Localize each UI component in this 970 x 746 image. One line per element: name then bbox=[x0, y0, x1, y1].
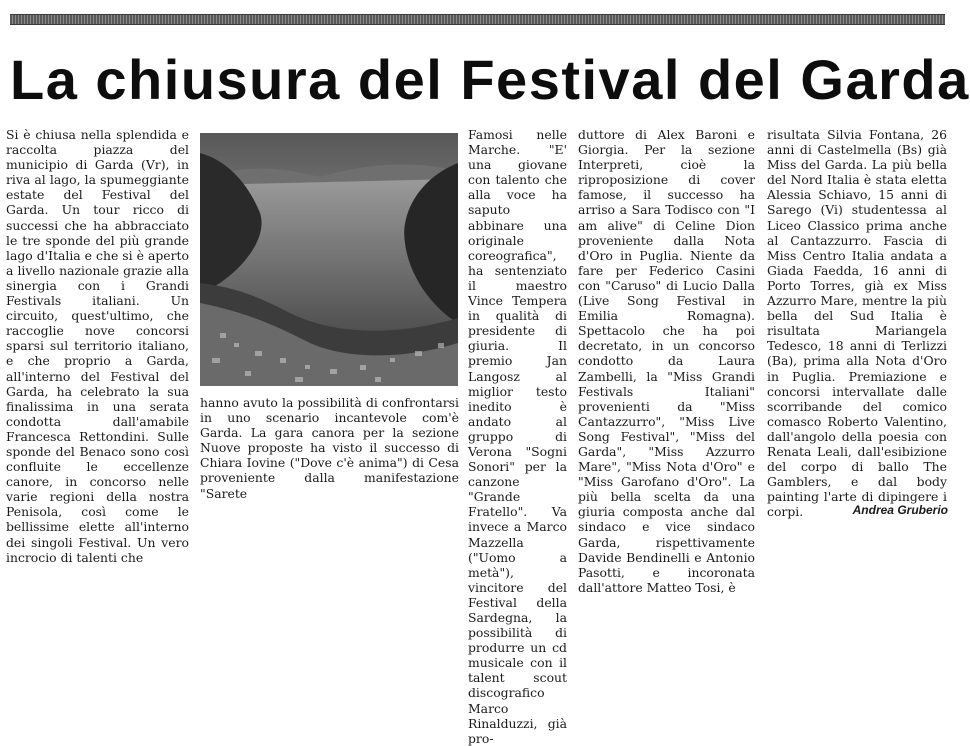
lake-garda-photo bbox=[200, 133, 458, 386]
article-column-1 bbox=[6, 127, 189, 565]
article-headline: La chiusura del Festival del Garda bbox=[10, 48, 970, 111]
column-3-text: Famosi nelle Marche. "E' una giovane con talento che alla voce ha saputo abbinare una originale coreografica", ha sentenziato il maestro Vince Tempera in qualità di presidente di giuria. Il premio Jan Langosz al miglior testo inedito è andato al gruppo di Verona "Sogni Sonori" per la canzone "Grande Fratello". Va invece a Marco Mazzella ("Uomo a metà"), vincitore del Festival della Sardegna, la possibilità di produrre un cd musicale con il talent scout discografico Marco Rinalduzzi, già pro- bbox=[468, 127, 567, 746]
column-4-text: duttore di Alex Baroni e Giorgia. Per la sezione Interpreti, cioè la riproposizione di cover famose, il successo ha arriso a Sara Todisco con "I am alive" di Celine Dion proveniente dalla Nota d'Oro in Puglia. Niente da fare per Federico Casini con "Caruso" di Lucio Dalla (Live Song Festival in Emilia Romagna). Spettacolo che ha poi decretato, in un concorso condotto da Laura Zambelli, la "Miss Grandi Festivals Italiani" provenienti da "Miss Cantazzurro", "Miss Live Song Festival", "Miss del Garda", "Miss Azzurro Mare", "Miss Nota d'Oro" e "Miss Garofano d'Oro". La più bella scelta da una giuria composta anche dal sindaco e vice sindaco Garda, rispettivamente Davide Bendinelli e Antonio Pasotti, e incoronata dall'attore Matteo Tosi, è bbox=[578, 127, 755, 595]
article-column-3 bbox=[468, 127, 567, 746]
column-2-text: hanno avuto la possibilità di confrontarsi in uno scenario incantevole com'è Garda. La gara canora per la sezione Nuove proposte ha visto il successo di Chiara Iovine ("Dove c'è anima") di Cesa proveniente dalla manifestazione "Sarete bbox=[200, 395, 459, 501]
article-column-2 bbox=[200, 395, 459, 529]
author-byline: Andrea Gruberio bbox=[852, 503, 948, 517]
header-rule bbox=[10, 14, 945, 25]
column-1-text: Si è chiusa nella splendida e raccolta piazza del municipio di Garda (Vr), in riva al lago, la spumeggiante estate del Festival del Garda. Un tour ricco di successi che ha abbracciato le tre sponde del più grande lago d'Italia e che si è aperto a livello nazionale grazie alla sinergia con i Grandi Festivals italiani. Un circuito, quest'ultimo, che raccoglie nove concorsi sparsi sul territorio italiano, e che proprio a Garda, all'interno del Festival del Garda, ha celebrato la sua finalissima in una serata condotta dall'amabile Francesca Rettondini. Sulle sponde del Benaco sono così confluite le eccellenze canore, in concorso nelle varie regioni della nostra Penisola, così come le bellissime elette all'interno dei singoli Festival. Un vero incrocio di talenti che bbox=[6, 127, 189, 565]
article-column-4 bbox=[578, 127, 755, 595]
column-5-text: risultata Silvia Fontana, 26 anni di Castelmella (Bs) già Miss del Garda. La più bella del Nord Italia è stata eletta Alessia Schiavo, 15 anni di Sarego (Vi) studentessa al Liceo Classico prima anche al Cantazzurro. Fascia di Miss Centro Italia andata a Giada Faedda, 16 anni di Porto Torres, già ex Miss Azzurro Mare, mentre la più bella del Sud Italia è risultata Mariangela Tedesco, 18 anni di Terlizzi (Ba), prima alla Nota d'Oro in Puglia. Premiazione e concorsi intervallate dalle scorribande del comico comasco Roberto Valentino, dall'angolo della poesia con Renata Leali, dall'esibizione del corpo di ballo The Gamblers, e dal body painting l'arte di dipingere i corpi. bbox=[767, 127, 947, 520]
